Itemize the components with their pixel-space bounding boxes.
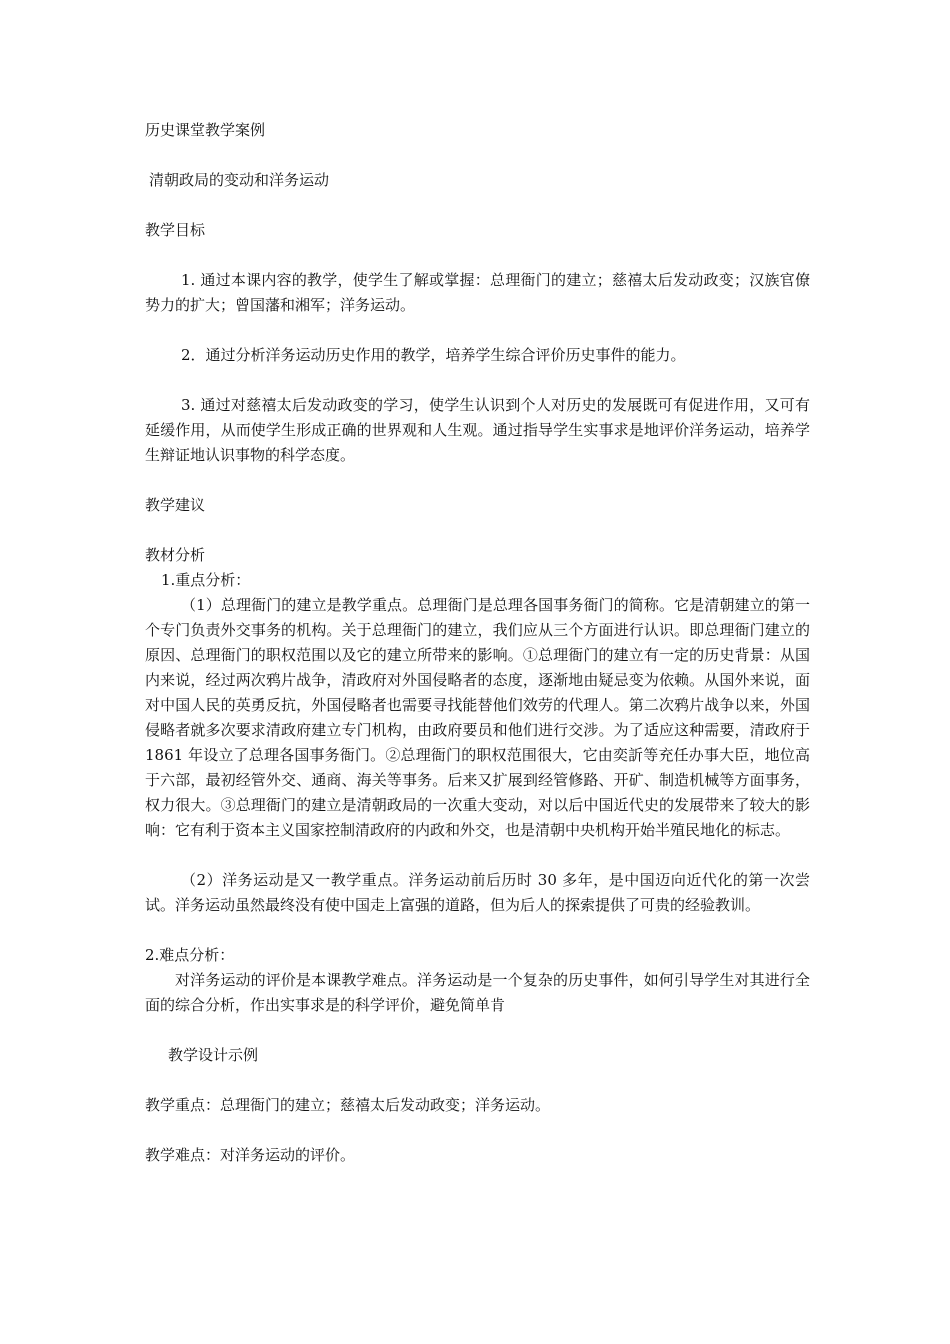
objective-1: 1. 通过本课内容的教学，使学生了解或掌握：总理衙门的建立；慈禧太后发动政变；汉族官僚势力的扩大；曾国藩和湘军；洋务运动。 bbox=[145, 271, 810, 314]
teaching-focus: 教学重点：总理衙门的建立；慈禧太后发动政变；洋务运动。 bbox=[145, 1096, 551, 1114]
objectives-heading: 教学目标 bbox=[145, 221, 206, 239]
key-point-paragraph-2: （2）洋务运动是又一教学重点。洋务运动前后历时 30 多年，是中国迈向近代化的第一次尝试。洋务运动虽然最终没有使中国走上富强的道路，但为后人的探索提供了可贵的经验教训。 bbox=[145, 871, 810, 914]
design-heading: 教学设计示例 bbox=[168, 1046, 259, 1064]
document-subtitle: 清朝政局的变动和洋务运动 bbox=[149, 171, 330, 189]
key-points-heading: 1.重点分析： bbox=[161, 571, 251, 589]
suggestions-heading: 教学建议 bbox=[145, 496, 206, 514]
teaching-difficulty: 教学难点：对洋务运动的评价。 bbox=[145, 1146, 356, 1164]
document-body bbox=[145, 118, 810, 1168]
difficulty-paragraph: 对洋务运动的评价是本课教学难点。洋务运动是一个复杂的历史事件，如何引导学生对其进行全面的综合分析，作出实事求是的科学评价，避免简单肯 bbox=[145, 971, 810, 1014]
analysis-heading: 教材分析 bbox=[145, 546, 206, 564]
key-point-paragraph-1: （1）总理衙门的建立是教学重点。总理衙门是总理各国事务衙门的简称。它是清朝建立的第一个专门负责外交事务的机构。关于总理衙门的建立，我们应从三个方面进行认识。即总理衙门建立的原因、总理衙门的职权范围以及它的建立所带来的影响。①总理衙门的建立有一定的历史背景：从国内来说，经过两次鸦片战争，清政府对外国侵略者的态度，逐渐地由疑忌变为依赖。从国外来说，面对中国人民的英勇反抗，外国侵略者也需要寻找能替他们效劳的代理人。第二次鸦片战争以来，外国侵略者就多次要求清政府建立专门机构，由政府要员和他们进行交涉。为了适应这种需要，清政府于 1861 年设立了总理各国事务衙门。②总理衙门的职权范围很大，它由奕訢等充任办事大臣，地位高于六部，最初经管外交、通商、海关等事务。后来又扩展到经管修路、开矿、制造机械等方面事务，权力很大。③总理衙门的建立是清朝政局的一次重大变动，对以后中国近代史的发展带来了较大的影响：它有利于资本主义国家控制清政府的内政和外交，也是清朝中央机构开始半殖民地化的标志。 bbox=[145, 596, 810, 839]
objective-2: 2．通过分析洋务运动历史作用的教学，培养学生综合评价历史事件的能力。 bbox=[181, 346, 686, 364]
objective-3: 3. 通过对慈禧太后发动政变的学习，使学生认识到个人对历史的发展既可有促进作用，又可有延缓作用，从而使学生形成正确的世界观和人生观。通过指导学生实事求是地评价洋务运动，培养学生辩证地认识事物的科学态度。 bbox=[145, 396, 810, 464]
difficulty-heading: 2.难点分析： bbox=[145, 946, 235, 964]
document-title: 历史课堂教学案例 bbox=[145, 121, 266, 139]
